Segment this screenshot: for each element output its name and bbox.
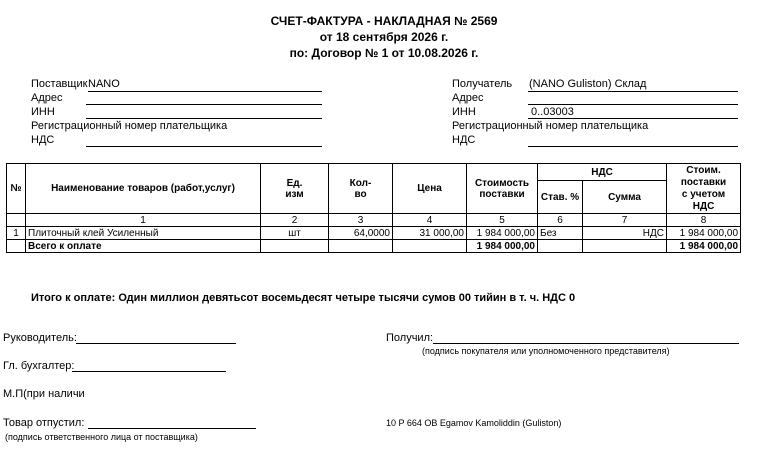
column-number: 7 — [583, 214, 667, 227]
table-total-row — [7, 240, 741, 253]
header-total: Стоим. поставки с учетом НДС — [667, 164, 741, 214]
row-product-name: Плиточный клей Усиленный — [26, 227, 261, 240]
stamp-label: М.П(при наличи — [3, 388, 85, 400]
supplier-address-underline — [86, 104, 322, 105]
column-number: 4 — [393, 214, 467, 227]
director-signature-line — [76, 343, 236, 344]
column-number: 3 — [329, 214, 393, 227]
recipient-inn-underline — [528, 118, 738, 119]
row-qty: 64,0000 — [329, 227, 393, 240]
row-unit: шт — [261, 227, 329, 240]
supplier-label: Поставщик — [31, 78, 88, 90]
column-number: 2 — [261, 214, 329, 227]
header-number: № — [7, 164, 26, 214]
header-name: Наименование товаров (работ,услуг) — [26, 164, 261, 214]
recipient-name: (NANO Guliston) Склад — [529, 78, 647, 90]
total-label: Всего к оплате — [26, 240, 261, 253]
recipient-vat-underline — [528, 146, 738, 147]
amount-in-words: Итого к оплате: Один миллион девятьсот восемьдесят четыре тысячи сумов 00 тийин в т. ч. НДС 0 — [31, 292, 576, 304]
column-number: 1 — [26, 214, 261, 227]
invoice-table — [6, 163, 741, 253]
table-row — [7, 227, 741, 240]
supplier-address-label: Адрес — [31, 92, 63, 104]
released-label: Товар отпустил: — [3, 417, 85, 429]
column-number: 5 — [467, 214, 538, 227]
received-signature-line — [433, 343, 739, 344]
accountant-label: Гл. бухгалтер: — [3, 360, 75, 372]
header-vat-sum: Сумма — [583, 181, 667, 214]
header-qty: Кол- во — [329, 164, 393, 214]
header-vat: НДС — [538, 164, 667, 181]
received-label: Получил: — [386, 332, 434, 344]
supplier-underline — [88, 91, 322, 92]
recipient-inn-label: ИНН — [452, 106, 476, 118]
supplier-inn-label: ИНН — [31, 106, 55, 118]
column-number-row — [7, 214, 741, 227]
row-price: 31 000,00 — [393, 227, 467, 240]
column-number: 8 — [667, 214, 741, 227]
recipient-inn-value: 0..03003 — [531, 106, 574, 118]
received-note: (подпись покупателя или уполномоченного представителя) — [422, 346, 670, 356]
document-title: СЧЕТ-ФАКТУРА - НАКЛАДНАЯ № 2569 — [270, 14, 498, 28]
recipient-address-label: Адрес — [452, 92, 484, 104]
row-vat-sum: НДС — [583, 227, 667, 240]
row-number: 1 — [7, 227, 26, 240]
supplier-name: NANO — [88, 78, 120, 90]
recipient-label: Получатель — [452, 78, 513, 90]
released-note: (подпись ответственного лица от поставщика) — [5, 432, 198, 442]
total-with-vat: 1 984 000,00 — [667, 240, 741, 253]
supplier-vat-label: НДС — [31, 134, 55, 146]
supplier-vat-underline — [86, 146, 322, 147]
contract-reference: по: Договор № 1 от 10.08.2026 г. — [289, 46, 479, 60]
header-vat-rate: Став. % — [538, 181, 583, 214]
receiver-name: 10 P 664 OB Egamov Kamoliddin (Guliston) — [386, 418, 562, 428]
header-unit: Ед. изм — [261, 164, 329, 214]
released-signature-line — [88, 428, 256, 429]
recipient-vat-label: НДС — [452, 134, 476, 146]
recipient-underline — [528, 91, 738, 92]
row-cost: 1 984 000,00 — [467, 227, 538, 240]
header-price: Цена — [393, 164, 467, 214]
table-header-row — [7, 164, 741, 181]
recipient-address-underline — [528, 104, 738, 105]
accountant-signature-line — [72, 371, 226, 372]
row-total: 1 984 000,00 — [667, 227, 741, 240]
column-number: 6 — [538, 214, 583, 227]
recipient-reg-label: Регистрационный номер плательщика — [452, 120, 649, 132]
total-cost: 1 984 000,00 — [467, 240, 538, 253]
supplier-reg-label: Регистрационный номер плательщика — [31, 120, 228, 132]
director-label: Руководитель: — [3, 332, 77, 344]
document-date: от 18 сентября 2026 г. — [319, 30, 449, 44]
header-cost: Стоимость поставки — [467, 164, 538, 214]
supplier-inn-underline — [86, 118, 322, 119]
row-vat-rate: Без — [538, 227, 583, 240]
